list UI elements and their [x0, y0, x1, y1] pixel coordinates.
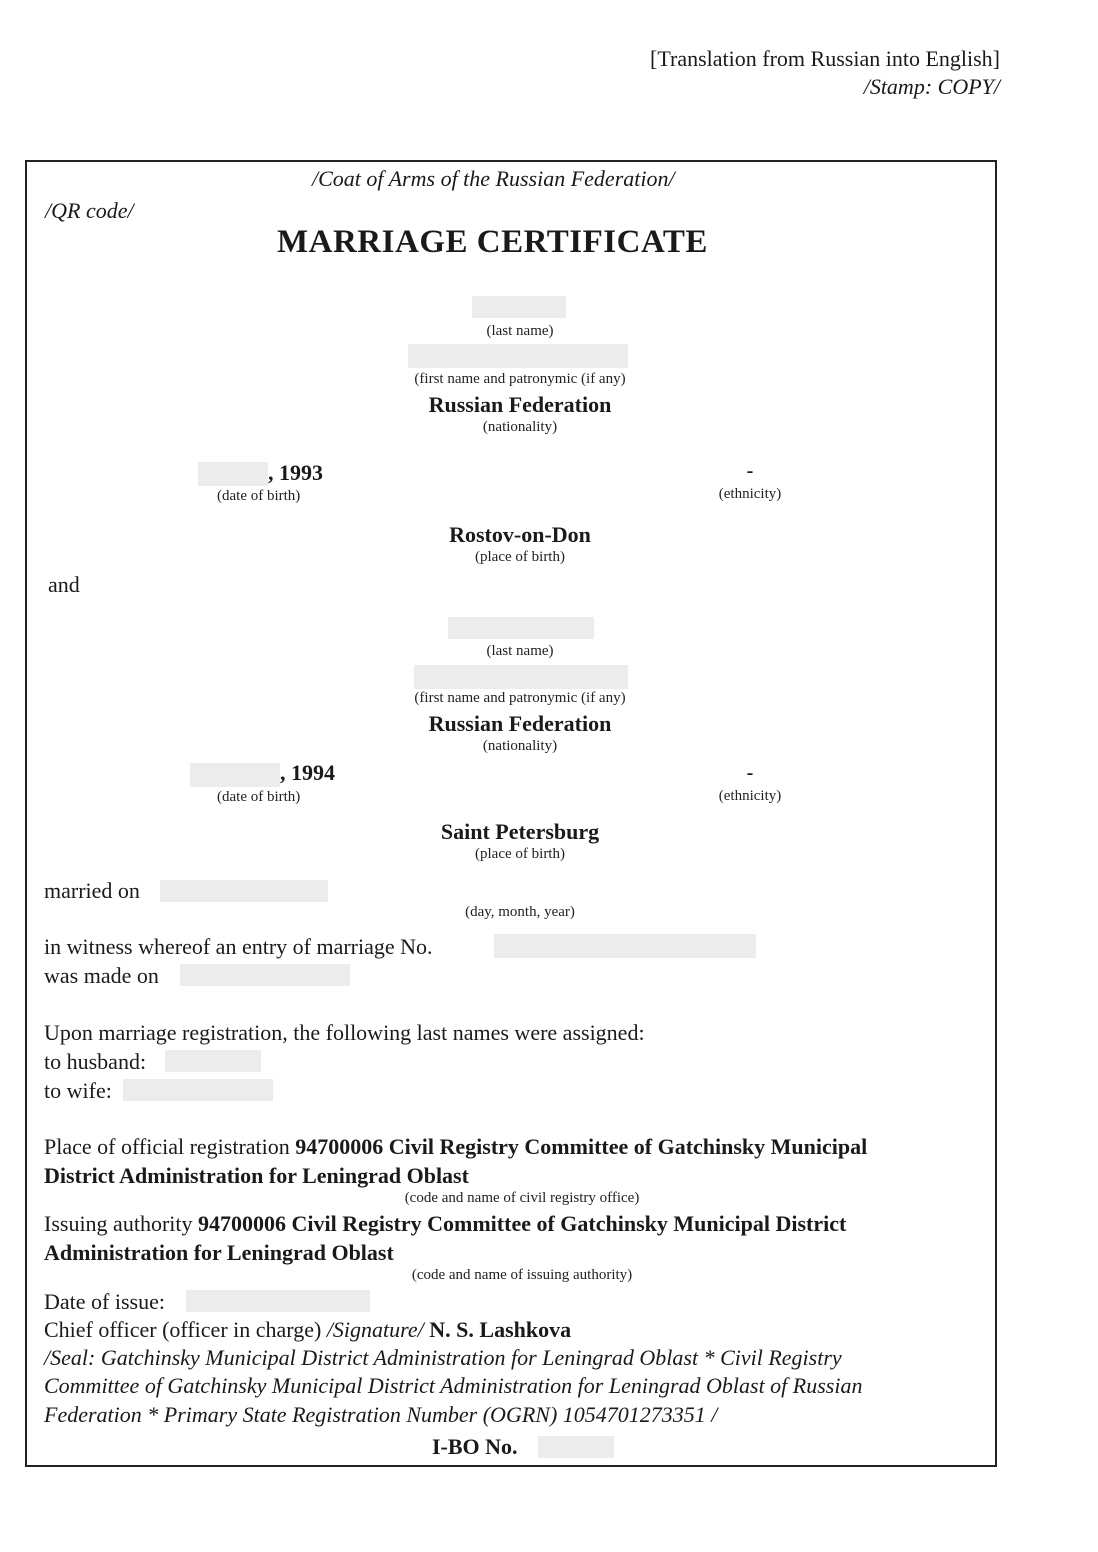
- coat-of-arms-note: /Coat of Arms of the Russian Federation/: [312, 166, 675, 191]
- redacted-last-name-2: [448, 617, 594, 639]
- signature-note: /Signature/: [326, 1317, 424, 1342]
- issuing-authority-row: [44, 1211, 846, 1237]
- certificate-title: MARRIAGE CERTIFICATE: [277, 224, 708, 260]
- chief-officer-label: Chief officer (officer in charge): [44, 1317, 322, 1342]
- ethnicity-1: -: [746, 460, 754, 482]
- last-name-caption-2: (last name): [486, 643, 554, 659]
- seal-line-2: Committee of Gatchinsky Municipal District Administration for Leningrad Oblast of Russian: [44, 1373, 863, 1398]
- dob-year-2: , 1994: [280, 760, 335, 785]
- entry-label: in witness whereof an entry of marriage No.: [44, 934, 433, 959]
- seal-line-3: Federation * Primary State Registration Number (OGRN) 1054701273351 /: [44, 1402, 718, 1427]
- dob-caption-2: (date of birth): [217, 789, 301, 805]
- last-names-intro: Upon marriage registration, the following last names were assigned:: [44, 1020, 645, 1045]
- registration-place-label: Place of official registration: [44, 1134, 290, 1159]
- redacted-issue-date: [186, 1290, 370, 1312]
- redacted-entry-number: [494, 934, 756, 958]
- and-label: and: [48, 572, 80, 597]
- to-wife-label: to wife:: [44, 1078, 112, 1103]
- last-name-caption-1: (last name): [486, 323, 554, 339]
- married-on-label: married on: [44, 878, 140, 903]
- chief-officer-name: N. S. Lashkova: [429, 1317, 572, 1342]
- redacted-series-number: [538, 1436, 614, 1458]
- dob-year-1: , 1993: [268, 460, 323, 485]
- qr-code-note: /QR code/: [45, 198, 134, 223]
- redacted-marriage-date: [160, 880, 328, 902]
- chief-officer-row: [44, 1317, 571, 1343]
- redacted-husband-last-name: [165, 1050, 261, 1072]
- registration-place-row: [44, 1134, 867, 1160]
- to-husband-label: to husband:: [44, 1049, 147, 1074]
- married-on-caption: (day, month, year): [465, 904, 575, 920]
- nationality-caption-2: (nationality): [482, 738, 558, 754]
- redacted-dob-2: [190, 763, 280, 787]
- redacted-last-name-1: [472, 296, 566, 318]
- seal-line-1: /Seal: Gatchinsky Municipal District Administration for Leningrad Oblast * Civil Registry: [44, 1345, 842, 1370]
- place-of-birth-2: Saint Petersburg: [440, 819, 600, 844]
- stamp-note: /Stamp: COPY/: [863, 74, 1000, 99]
- ethnicity-2: -: [746, 762, 754, 784]
- first-name-caption-2: (first name and patronymic (if any): [414, 690, 626, 706]
- issuing-authority-value-2: Administration for Leningrad Oblast: [44, 1240, 394, 1265]
- series-label: I-BO No.: [432, 1434, 518, 1459]
- issuing-authority-label: Issuing authority: [44, 1211, 193, 1236]
- first-name-caption-1: (first name and patronymic (if any): [414, 371, 626, 387]
- redacted-entry-date: [180, 964, 350, 986]
- ethnicity-caption-2: (ethnicity): [718, 788, 782, 804]
- registration-place-value-1: 94700006 Civil Registry Committee of Gatchinsky Municipal: [295, 1134, 868, 1159]
- registration-place-caption: (code and name of civil registry office): [404, 1190, 640, 1206]
- translation-note: [Translation from Russian into English]: [650, 46, 1000, 71]
- place-of-birth-caption-1: (place of birth): [475, 549, 565, 565]
- issuing-authority-caption: (code and name of issuing authority): [411, 1267, 633, 1283]
- issuing-authority-value-1: 94700006 Civil Registry Committee of Gatchinsky Municipal District: [198, 1211, 847, 1236]
- ethnicity-caption-1: (ethnicity): [718, 486, 782, 502]
- redacted-first-name-2: [414, 665, 628, 689]
- registration-place-value-2: District Administration for Leningrad Oblast: [44, 1163, 469, 1188]
- redacted-first-name-1: [408, 344, 628, 368]
- place-of-birth-caption-2: (place of birth): [475, 846, 565, 862]
- dob-caption-1: (date of birth): [217, 488, 301, 504]
- place-of-birth-1: Rostov-on-Don: [449, 522, 591, 547]
- nationality-2: Russian Federation: [428, 711, 612, 736]
- nationality-1: Russian Federation: [428, 392, 612, 417]
- made-on-label: was made on: [44, 963, 159, 988]
- date-of-issue-label: Date of issue:: [44, 1289, 165, 1314]
- redacted-wife-last-name: [123, 1079, 273, 1101]
- redacted-dob-1: [198, 462, 268, 486]
- nationality-caption-1: (nationality): [482, 419, 558, 435]
